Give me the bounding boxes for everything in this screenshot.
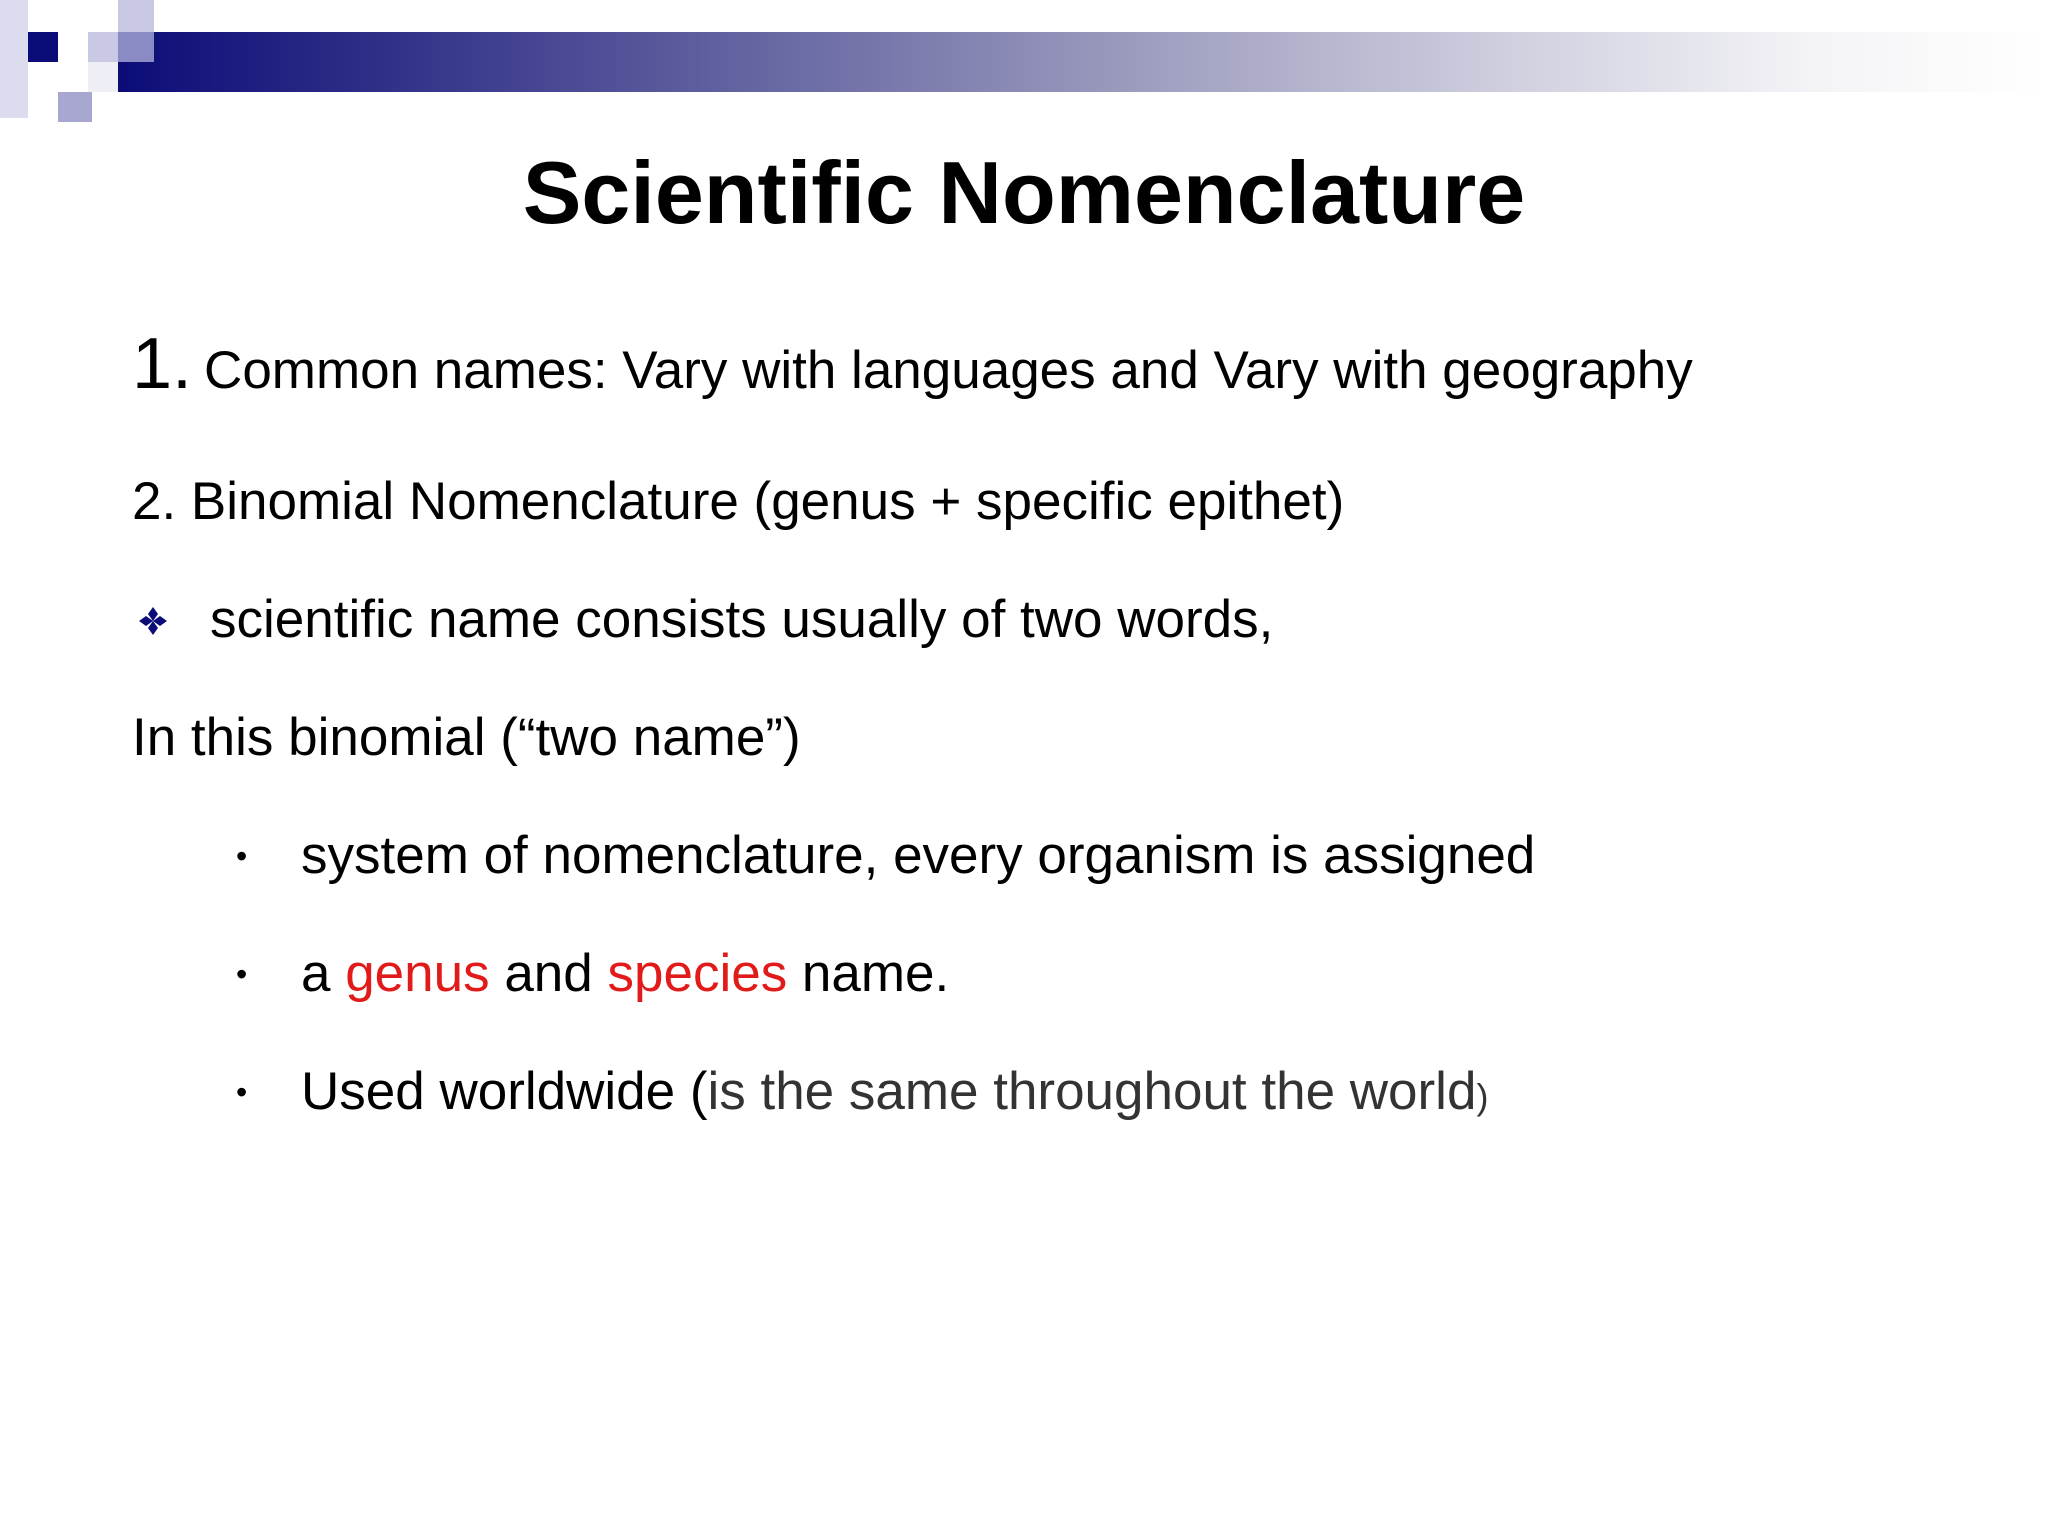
common-names-line <box>132 324 1693 404</box>
dot-icon: • <box>236 956 248 992</box>
genus-highlight: genus <box>345 944 490 1003</box>
scientific-name-line <box>132 588 1273 652</box>
header-square-decoration <box>118 0 154 32</box>
header-square-decoration <box>58 62 88 92</box>
bullet-item-genus-species <box>301 942 949 1006</box>
species-highlight: species <box>607 944 788 1003</box>
header-square-decoration <box>118 32 154 62</box>
slide-title: Scientific Nomenclature <box>522 143 1526 242</box>
bullet-prefix: a <box>301 944 346 1003</box>
header-square-decoration <box>28 32 58 62</box>
scientific-name-text: scientific name consists usually of two words, <box>210 590 1274 649</box>
bullet-middle: and <box>489 944 608 1003</box>
diamond-icon <box>138 606 168 636</box>
bullet-suffix: name. <box>787 944 950 1003</box>
worldwide-gray: is the same throughout the world <box>707 1062 1477 1121</box>
binomial-nomenclature-line: 2. Binomial Nomenclature (genus + specific epithet) <box>132 472 1345 531</box>
dot-icon: • <box>236 838 248 874</box>
binomial-intro-line: In this binomial (“two name”) <box>132 708 801 767</box>
list-number: 1. <box>132 324 193 404</box>
header-square-decoration <box>0 0 28 118</box>
worldwide-main: Used worldwide ( <box>301 1062 708 1121</box>
dot-icon: • <box>236 1074 248 1110</box>
worldwide-close: ) <box>1476 1076 1489 1117</box>
common-names-text: Common names: Vary with languages and Vary with geography <box>204 341 1693 400</box>
bullet-item-system: system of nomenclature, every organism is assigned <box>301 826 1536 885</box>
bullet-item-worldwide <box>301 1060 1488 1129</box>
header-square-decoration <box>58 92 92 122</box>
header-gradient-band <box>118 32 2048 92</box>
header-square-decoration <box>88 32 118 62</box>
header-square-decoration <box>88 62 118 92</box>
